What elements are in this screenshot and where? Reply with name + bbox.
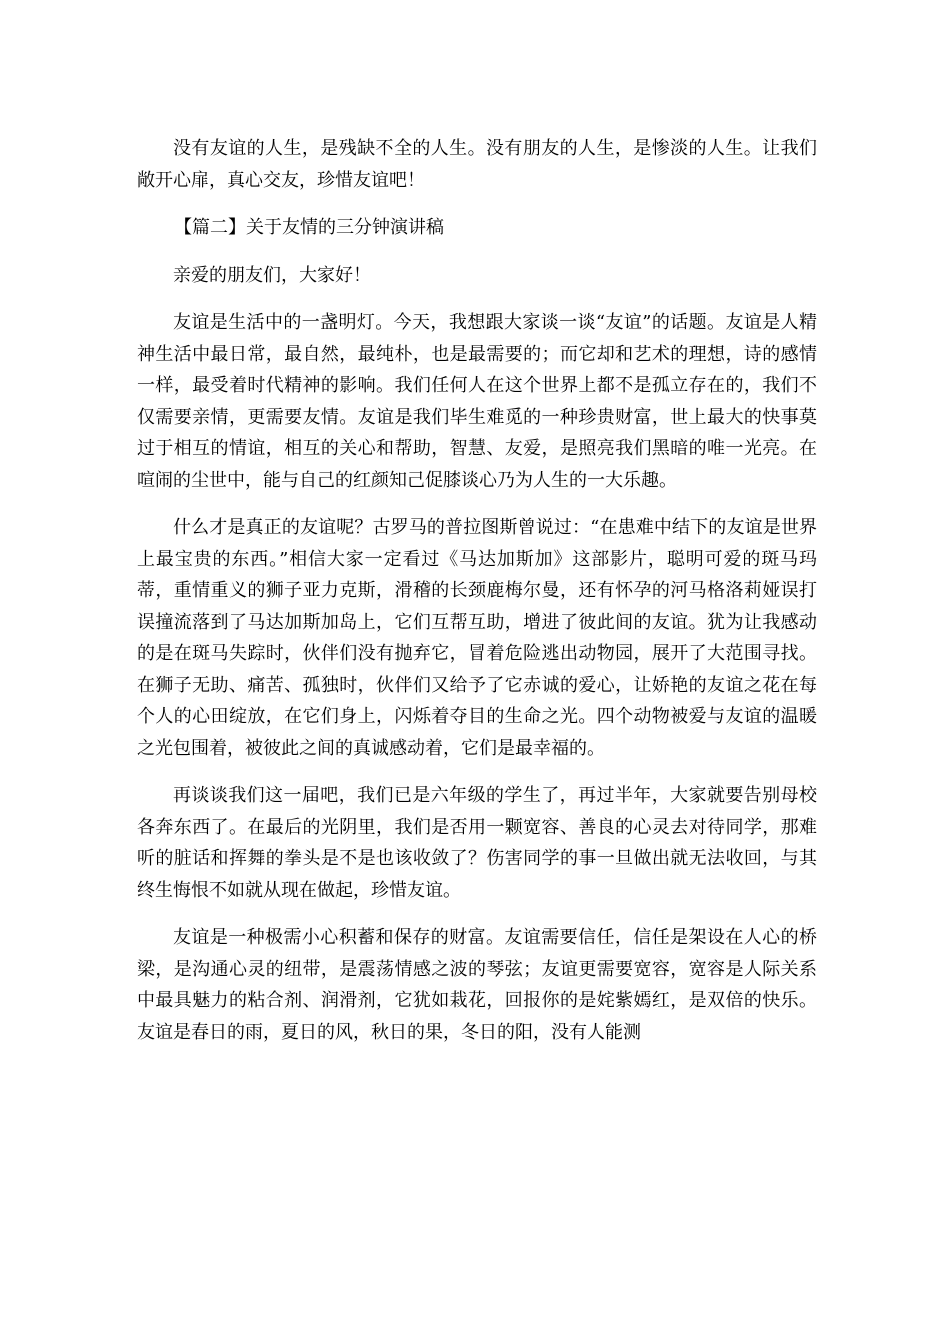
paragraph-sixth-grade: 再谈谈我们这一届吧，我们已是六年级的学生了，再过半年，大家就要告别母校各奔东西了。在最后的光阴里，我们是否用一颗宽容、善良的心灵去对待同学，那难听的脏话和挥舞的拳头是不是也该收敛了？伤害同学的事一旦做出就无法收回，与其终生悔恨不如就从现在做起，珍惜友谊。 [137, 785, 817, 901]
paragraph-spacer [137, 196, 817, 212]
paragraph-madagascar: 什么才是真正的友谊呢？古罗马的普拉图斯曾说过：“在患难中结下的友谊是世界上最宝贵的东西。”相信大家一定看过《马达加斯加》这部影片，聪明可爱的斑马玛蒂，重情重义的狮子亚力克斯，滑稽的长颈鹿梅尔曼，还有怀孕的河马格洛莉娅误打误撞流落到了马达加斯加岛上，它们互帮互助，增进了彼此间的友谊。犹为让我感动的是在斑马失踪时，伙伴们没有抛弃它，冒着危险逃出动物园，展开了大范围寻找。在狮子无助、痛苦、孤独时，伙伴们又给予了它赤诚的爱心，让娇艳的友谊之花在每个人的心田绽放，在它们身上，闪烁着夺目的生命之光。四个动物被爱与友谊的温暖之光包围着，被彼此之间的真诚感动着，它们是最幸福的。 [137, 517, 817, 759]
paragraph-spacer [137, 291, 817, 307]
paragraph-treasure: 友谊是一种极需小心积蓄和保存的财富。友谊需要信任，信任是架设在人心的桥梁，是沟通心灵的纽带，是震荡情感之波的琴弦；友谊更需要宽容，宽容是人际关系中最具魅力的粘合剂、润滑剂，它犹如栽花，回报你的是姹紫嫣红，是双倍的快乐。友谊是春日的雨，夏日的风，秋日的果，冬日的阳，没有人能测 [137, 927, 817, 1043]
paragraph-spacer [137, 906, 817, 922]
paragraph-spacer [137, 244, 817, 260]
document-body [137, 133, 817, 1048]
paragraph-intro-closing: 没有友谊的人生，是残缺不全的人生。没有朋友的人生，是惨淡的人生。让我们敞开心扉，真心交友，珍惜友谊吧！ [137, 138, 817, 191]
section-heading: 【篇二】关于友情的三分钟演讲稿 [174, 217, 444, 238]
greeting: 亲爱的朋友们，大家好！ [173, 264, 371, 286]
paragraph-friendship-lamp: 友谊是生活中的一盏明灯。今天，我想跟大家谈一谈“友谊”的话题。友谊是人精神生活中最日常，最自然，最纯朴，也是最需要的；而它却和艺术的理想，诗的感情一样，最受着时代精神的影响。我们任何人在这个世界上都不是孤立存在的，我们不仅需要亲情，更需要友情。友谊是我们毕生难觅的一种珍贵财富，世上最大的快事莫过于相互的情谊，相互的关心和帮助，智慧、友爱，是照亮我们黑暗的唯一光亮。在喧闹的尘世中，能与自己的红颜知己促膝谈心乃为人生的一大乐趣。 [137, 312, 817, 491]
paragraph-spacer [137, 496, 817, 512]
paragraph-spacer [137, 764, 817, 780]
